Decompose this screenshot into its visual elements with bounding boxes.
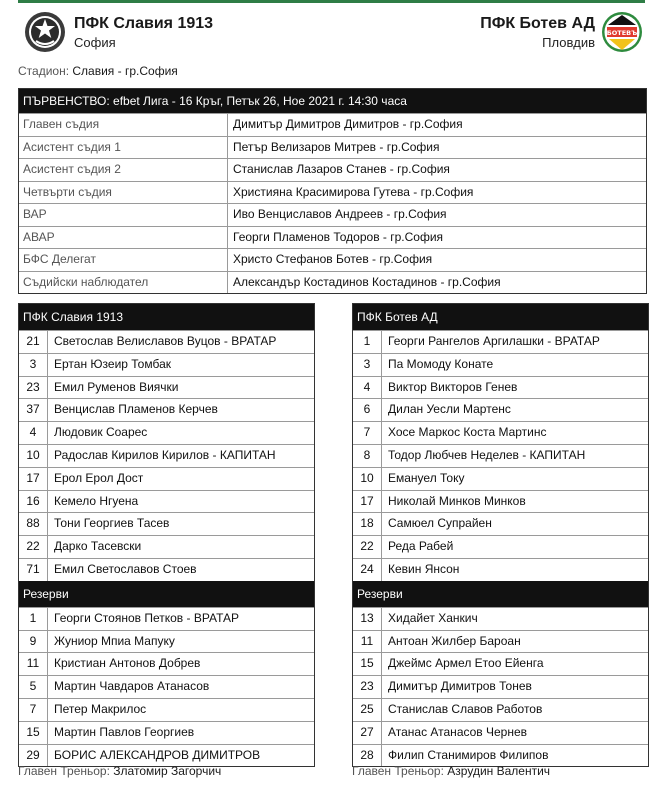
official-role: АВАР [19,227,228,249]
official-role: Четвърти съдия [19,182,228,204]
player-name: Самюел Супрайен [388,516,492,531]
player-row [353,421,648,444]
player-row [353,330,648,353]
player-number: 8 [353,445,382,467]
player-number: 1 [19,608,48,630]
official-name: Димитър Димитров Димитров - гр.София [233,117,463,131]
player-row [353,398,648,421]
player-number: 10 [19,445,48,467]
player-number: 22 [19,536,48,558]
official-name: Станислав Лазаров Станев - гр.София [233,162,450,176]
player-name: Кристиан Антонов Добрев [54,656,201,671]
player-number: 15 [19,722,48,744]
match-info-bar [19,89,646,113]
top-accent-line [18,0,645,3]
player-number: 24 [353,559,382,581]
player-number: 17 [19,468,48,490]
home-lineup-table [18,303,315,767]
official-role: Главен съдия [19,114,228,136]
player-row [353,535,648,558]
player-name: Дарко Тасевски [54,539,142,554]
player-name: Емануел Току [388,470,465,485]
slavia-crest-icon [24,11,66,53]
player-row [19,558,314,581]
player-name: Хосе Маркос Коста Мартинс [388,425,547,440]
player-number: 11 [19,653,48,675]
player-name: Венцислав Пламенов Керчев [54,402,218,417]
player-number: 3 [19,354,48,376]
player-number: 11 [353,631,382,653]
player-row [19,675,314,698]
player-number: 23 [353,676,382,698]
player-number: 16 [19,491,48,513]
official-row [19,271,646,294]
official-role: ВАР [19,204,228,226]
official-name: Иво Венциславов Андреев - гр.София [233,207,447,221]
away-coach-name: Азрудин Валентич [447,764,551,778]
player-row [19,607,314,630]
player-row [353,630,648,653]
player-number: 27 [353,722,382,744]
player-row [353,467,648,490]
player-row [19,512,314,535]
player-name: Мартин Павлов Георгиев [54,724,195,739]
home-reserves-header: Резерви [19,581,314,607]
player-number: 21 [19,331,48,353]
stadium-label: Стадион: [18,64,70,78]
player-row [19,467,314,490]
player-number: 37 [19,399,48,421]
player-row [353,490,648,513]
player-number: 13 [353,608,382,630]
player-name: Ертан Юзеир Томбак [54,356,171,371]
player-row [353,652,648,675]
home-coach-label: Главен Треньор: [18,764,110,778]
official-row [19,203,646,226]
official-row [19,136,646,159]
player-row [353,721,648,744]
player-name: Людовик Соарес [54,425,148,440]
player-number: 71 [19,559,48,581]
away-team-name: ПФК Ботев АД [480,15,595,32]
official-name: Петър Велизаров Митрев - гр.София [233,139,440,154]
player-row [19,652,314,675]
official-name: Георги Пламенов Тодоров - гр.София [233,229,444,244]
player-name: БОРИС АЛЕКСАНДРОВ ДИМИТРОВ [54,747,261,762]
home-lineup-title: ПФК Славия 1913 [19,304,314,330]
official-row [19,158,646,181]
home-coach [18,764,221,778]
botev-logo-text: БОТЕВЪ [606,29,638,37]
player-name: Георги Рангелов Аргилашки - ВРАТАР [388,334,600,348]
player-name: Петер Макрилос [54,701,147,716]
player-number: 9 [19,631,48,653]
player-number: 1 [353,331,382,353]
player-row [353,512,648,535]
official-row [19,226,646,249]
player-name: Атанас Атанасов Чернев [388,724,528,739]
player-row [19,330,314,353]
player-name: Тони Георгиев Тасев [54,516,170,531]
player-number: 4 [19,422,48,444]
player-row [19,398,314,421]
away-lineup-title: ПФК Ботев АД [353,304,648,330]
stadium-line [18,64,178,78]
player-row [19,376,314,399]
official-row [19,181,646,204]
home-team-name: ПФК Славия 1913 [74,15,214,32]
player-row [19,630,314,653]
player-row [353,558,648,581]
player-name: Филип Станимиров Филипов [388,747,549,762]
player-number: 15 [353,653,382,675]
player-row [19,698,314,721]
away-coach-label: Главен Треньор: [352,764,444,778]
away-lineup-table [352,303,649,767]
official-role: Съдийски наблюдател [19,272,228,294]
player-name: Тодор Любчев Неделев - КАПИТАН [388,447,586,462]
player-name: Светослав Велиславов Вуцов - ВРАТАР [54,334,277,348]
player-number: 25 [353,699,382,721]
player-number: 18 [353,513,382,535]
official-name: Христо Стефанов Ботев - гр.София [233,252,433,266]
official-role: БФС Делегат [19,249,228,271]
player-name: Джеймс Армел Етоо Ейенга [388,656,544,671]
away-reserves-header: Резерви [353,581,648,607]
player-row [353,698,648,721]
player-row [353,607,648,630]
player-name: Емил Руменов Виячки [54,379,179,394]
player-number: 22 [353,536,382,558]
player-name: Хидайет Ханкич [388,610,478,625]
player-name: Мартин Чавдаров Атанасов [54,679,210,694]
stadium-value: Славия - гр.София [72,64,178,78]
player-row [353,744,648,767]
player-name: Станислав Славов Работов [388,701,543,716]
official-row [19,113,646,136]
player-name: Реда Рабей [388,539,454,554]
official-row [19,248,646,271]
player-row [19,721,314,744]
player-row [19,535,314,558]
match-header [18,5,645,59]
player-number: 28 [353,745,382,767]
botev-crest-icon [601,11,643,53]
officials-table [18,88,647,294]
player-name: Антоан Жилбер Бароан [388,633,521,648]
home-coach-name: Златомир Загорчич [113,764,222,778]
away-coach [352,764,550,778]
competition-value: efbet Лига - 16 Кръг, Петък 26, Ное 2021 г. 14:30 часа [113,94,407,108]
player-number: 6 [353,399,382,421]
player-name: Па Момоду Конате [388,356,494,371]
official-name: Християна Красимирова Гутева - гр.София [233,184,474,199]
player-name: Кемело Нгуена [54,493,139,508]
player-name: Радослав Кирилов Кирилов - КАПИТАН [54,447,276,462]
player-row [353,444,648,467]
player-number: 3 [353,354,382,376]
player-row [19,744,314,767]
official-role: Асистент съдия 2 [19,159,228,181]
player-name: Димитър Димитров Тонев [388,679,532,694]
player-row [353,376,648,399]
player-row [353,675,648,698]
competition-label: ПЪРВЕНСТВО: [23,94,110,108]
player-name: Жуниор Мпиа Мапуку [54,633,175,648]
player-number: 4 [353,377,382,399]
player-name: Николай Минков Минков [388,493,526,508]
player-number: 7 [19,699,48,721]
player-name: Кевин Янсон [388,561,460,576]
player-name: Георги Стоянов Петков - ВРАТАР [54,610,240,625]
official-name: Александър Костадинов Костадинов - гр.София [233,274,501,289]
official-role: Асистент съдия 1 [19,137,228,159]
player-number: 17 [353,491,382,513]
away-team-city: Пловдив [542,35,595,50]
player-row [19,444,314,467]
player-number: 23 [19,377,48,399]
player-row [19,421,314,444]
player-number: 10 [353,468,382,490]
player-number: 5 [19,676,48,698]
player-name: Виктор Викторов Генев [388,379,518,394]
player-name: Ерол Ерол Дост [54,470,144,485]
player-row [19,353,314,376]
player-number: 29 [19,745,48,767]
player-name: Дилан Уесли Мартенс [388,402,511,417]
player-number: 88 [19,513,48,535]
player-number: 7 [353,422,382,444]
player-name: Емил Светославов Стоев [54,561,197,576]
player-row [353,353,648,376]
player-row [19,490,314,513]
home-team-city: София [74,35,116,50]
